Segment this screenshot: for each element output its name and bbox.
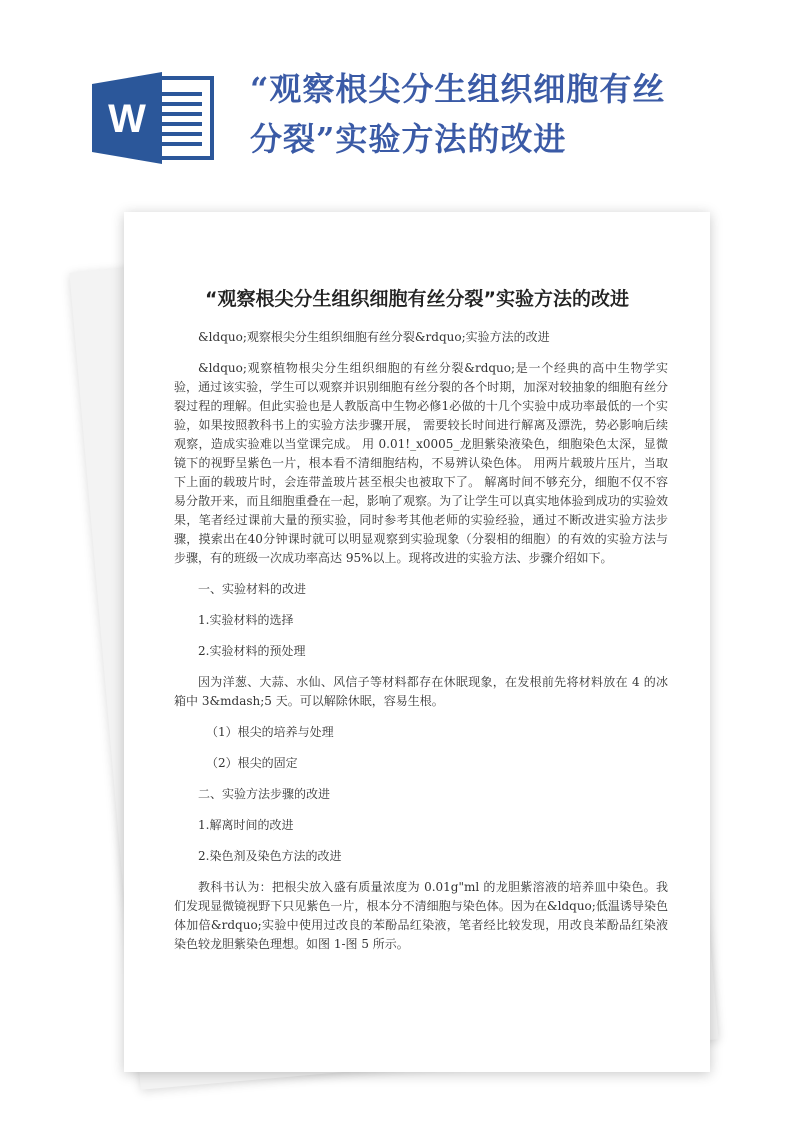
list-item: （2）根尖的固定 [206, 756, 298, 770]
subsection-heading: 1.解离时间的改进 [198, 818, 294, 832]
subsection-heading: 2.染色剂及染色方法的改进 [198, 849, 342, 863]
list-item: （1）根尖的培养与处理 [206, 725, 334, 739]
header-title-line2: 分裂”实验方法的改进 [250, 120, 567, 158]
subsection-heading: 2.实验材料的预处理 [198, 644, 306, 658]
document-body [174, 328, 668, 966]
header-banner [0, 0, 800, 200]
subsection-heading: 1.实验材料的选择 [198, 613, 294, 627]
paragraph-staining: 教科书认为：把根尖放入盛有质量浓度为 0.01g"ml 的龙胆紫溶液的培养皿中染色。我们发现显微镜视野下只见紫色一片，根本分不清细胞与染色体。因为在&ldquo;低温诱导染色体加倍&rdquo;实验中使用过改良的苯酚品红染液，笔者经比较发现，用改良苯酚品红染液染色较龙胆紫染色理想。如图 1-图 5 所示。 [174, 880, 668, 951]
svg-text:W: W [108, 97, 146, 141]
word-document-icon [92, 70, 222, 166]
section-heading-2: 二、实验方法步骤的改进 [198, 787, 331, 801]
document-title: “观察根尖分生组织细胞有丝分裂”实验方法的改进 [205, 288, 629, 310]
header-title [250, 64, 750, 164]
paragraph-subtitle: &ldquo;观察根尖分生组织细胞有丝分裂&rdquo;实验方法的改进 [198, 330, 550, 344]
paragraph-pretreatment: 因为洋葱、大蒜、水仙、风信子等材料都存在休眠现象，在发根前先将材料放在 4 的冰箱中 3&mdash;5 天。可以解除休眠，容易生根。 [174, 675, 668, 708]
section-heading-1: 一、实验材料的改进 [198, 582, 307, 596]
paragraph-intro: &ldquo;观察植物根尖分生组织细胞的有丝分裂&rdquo;是一个经典的高中生物学实验，通过该实验，学生可以观察并识别细胞有丝分裂的各个时期，加深对较抽象的细胞有丝分裂过程的理解。但此实验也是人教版高中生物必修1必做的十几个实验中成功率最低的一个实验，如果按照教科书上的实验方法步骤开展， 需要较长时间进行解离及漂洗，势必影响后续观察，造成实验难以当堂课完成。 用 0.01!_x0005_龙胆紫染液染色，细胞染色太深，显微镜下的视野呈紫色一片，根本看不清细胞结构，不易辨认染色体。 用两片载玻片压片，当取下上面的载玻片时，会连带盖玻片甚至根尖也被取下了。 解离时间不够充分，细胞不仅不容易分散开来，而且细胞重叠在一起，影响了观察。为了让学生可以真实地体验到成功的实验效果，笔者经过课前大量的预实验，同时参考其他老师的实验经验，通过不断改进实验方法步骤，摸索出在40分钟课时就可以明显观察到实验现象（分裂相的细胞）的有效的实验方法与步骤，有的班级一次成功率高达 95%以上。现将改进的实验方法、步骤介绍如下。 [174, 361, 668, 565]
header-title-line1: “观察根尖分生组织细胞有丝 [250, 70, 666, 108]
document-page [124, 212, 710, 1072]
